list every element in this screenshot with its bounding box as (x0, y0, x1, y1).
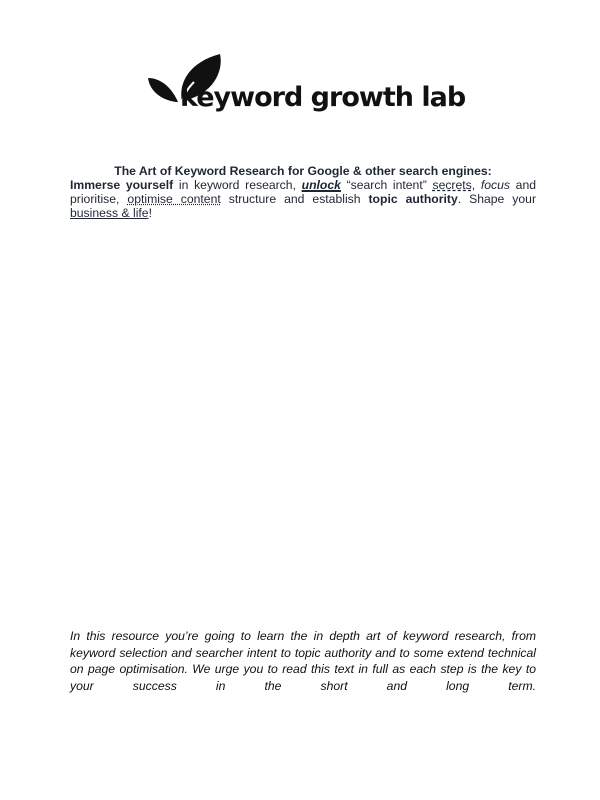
logo-wordmark: keyword growth lab (180, 82, 466, 113)
text-run: in keyword research, (173, 178, 302, 192)
optimise-content-text: optimise content (127, 192, 221, 206)
secrets-text: secrets (432, 178, 472, 192)
focus-text: focus (480, 178, 510, 192)
text-run: , (471, 178, 481, 192)
text-run: and prioritise, (70, 178, 536, 206)
unlock-text: unlock (301, 178, 341, 192)
text-run: structure and establish (220, 192, 369, 206)
topic-authority-text: topic authority (368, 192, 458, 206)
text-run: . Shape your (457, 192, 537, 206)
closing-paragraph: In this resource you’re going to learn the in depth art of keyword research, from keyword selection and searcher intent to topic authority and to some extend technical on page optimisation. We urge you to read this text in full as each step is the key to your success in the short and long term. (70, 629, 536, 693)
text-run: “search intent” (340, 178, 433, 192)
document-title: The Art of Keyword Research for Google & other search engines: (114, 164, 492, 178)
logo (148, 52, 466, 124)
immerse-text: Immerse yourself (70, 178, 174, 192)
text-run: ! (148, 206, 152, 220)
business-life-text: business & life (70, 206, 149, 220)
intro-block (70, 164, 536, 220)
intro-paragraph (70, 178, 536, 220)
